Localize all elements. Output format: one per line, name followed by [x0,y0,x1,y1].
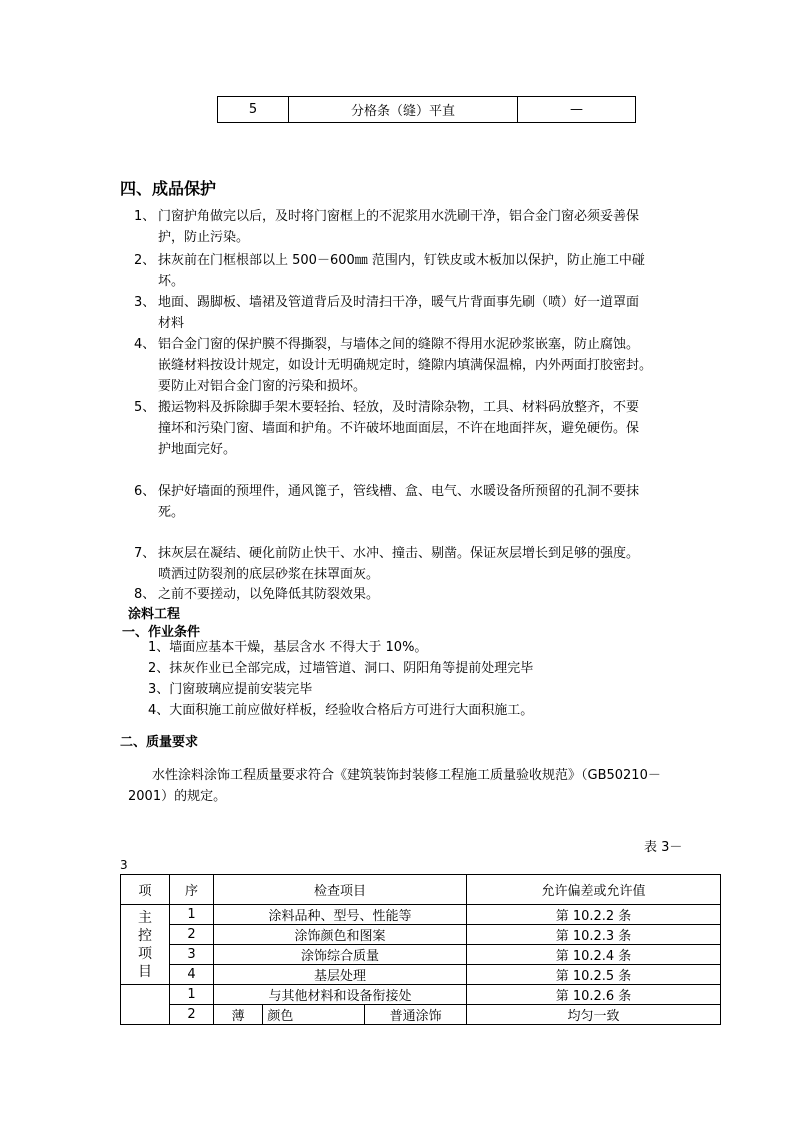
top-table-item: 分格条（缝）平直 [289,97,518,123]
protection-item-line: 材料 [158,316,185,331]
quality-table [120,874,721,1025]
main-control-group [121,905,170,985]
row-no: 2 [170,925,214,945]
header-cell: 检查项目 [214,875,467,905]
row-value: 第 10.2.3 条 [467,925,721,945]
condition-item: 1、墙面应基本干燥，基层含水 不得大于 10%。 [148,640,428,655]
protection-item-line: 护地面完好。 [158,442,237,457]
row-no: 2 [170,1005,214,1025]
protection-item-number: 1、 [134,209,156,224]
row-value: 第 10.2.4 条 [467,945,721,965]
protection-item-line: 喷洒过防裂剂的底层砂浆在抹罩面灰。 [158,567,380,582]
row-item: 涂饰综合质量 [214,945,467,965]
condition-item: 4、大面积施工前应做好样板，经验收合格后方可进行大面积施工。 [148,703,534,718]
protection-item-line: 死。 [158,505,185,520]
header-cell: 序 [170,875,214,905]
top-table-no: 5 [218,97,289,123]
section-4-title: 四、成品保护 [120,179,217,198]
protection-item-number: 4、 [134,337,156,352]
table-caption-number: 3 [120,858,128,872]
main-control-char: 目 [138,963,152,980]
row-sub-grade: 普通涂饰 [365,1005,467,1025]
table-caption: 表 3－ [644,840,683,855]
quality-para-line: 水性涂料涂饰工程质量要求符合《建筑装饰封装修工程施工质量验收规范》（GB50210－ [152,768,661,783]
row-no: 4 [170,965,214,985]
protection-item-line: 保护好墙面的预埋件，通风篦子，管线槽、盒、电气、水暖设备所预留的孔洞不要抹 [158,484,640,499]
row-item: 与其他材料和设备衔接处 [214,985,467,1005]
row-sub-type: 薄 [214,1005,263,1025]
protection-item-line: 铝合金门窗的保护膜不得撕裂，与墙体之间的缝隙不得用水泥砂浆嵌塞，防止腐蚀。 [158,337,640,352]
protection-item-number: 8、 [134,587,156,602]
condition-item: 3、门窗玻璃应提前安装完毕 [148,682,313,697]
row-item: 涂饰颜色和图案 [214,925,467,945]
header-cell: 项 [121,875,170,905]
row-value: 第 10.2.6 条 [467,985,721,1005]
row-value: 第 10.2.2 条 [467,905,721,925]
row-sub-item: 颜色 [263,1005,365,1025]
header-cell: 允许偏差或允许值 [467,875,721,905]
protection-item-number: 3、 [134,295,156,310]
protection-item-number: 6、 [134,484,156,499]
row-item: 涂料品种、型号、性能等 [214,905,467,925]
top-table [217,96,636,123]
protection-item-line: 门窗护角做完以后，及时将门窗框上的不泥浆用水洗刷干净，铝合金门窗必须妥善保 [158,209,640,224]
row-no: 1 [170,985,214,1005]
coating-title: 涂料工程 [128,607,181,622]
quality-para-line: 2001）的规定。 [128,789,227,804]
condition-item: 2、抹灰作业已全部完成，过墙管道、洞口、阴阳角等提前处理完毕 [148,661,534,676]
protection-item-line: 撞坏和污染门窗、墙面和护角。不许破坏地面面层，不许在地面拌灰，避免硬伤。保 [158,421,640,436]
protection-item-line: 之前不要搓动，以免降低其防裂效果。 [158,587,380,602]
row-value: 第 10.2.5 条 [467,965,721,985]
protection-item-number: 5、 [134,400,156,415]
row-value: 均匀一致 [467,1005,721,1025]
conditions-title: 一、作业条件 [122,625,201,640]
top-table-value: — [518,97,636,123]
main-control-char: 主 [138,909,152,926]
main-control-char: 项 [138,945,152,962]
protection-item-line: 地面、踢脚板、墙裙及管道背后及时清扫干净，暖气片背面事先刷（喷）好一道罩面 [158,295,640,310]
protection-item-number: 2、 [134,253,156,268]
row-no: 1 [170,905,214,925]
protection-item-line: 要防止对铝合金门窗的污染和损坏。 [158,379,367,394]
row-no: 3 [170,945,214,965]
protection-item-line: 嵌缝材料按设计规定，如设计无明确规定时，缝隙内填满保温棉，内外两面打胶密封。 [158,358,653,373]
row-item: 基层处理 [214,965,467,985]
protection-item-line: 搬运物料及拆除脚手架木要轻抬、轻放，及时清除杂物，工具、材料码放整齐，不要 [158,400,640,415]
quality-title: 二、质量要求 [120,735,199,750]
protection-item-line: 坏。 [158,274,185,289]
general-group [121,985,170,1025]
protection-item-line: 抹灰前在门框根部以上 500－600㎜ 范围内，钉铁皮或木板加以保护，防止施工中碰 [158,253,645,268]
protection-item-number: 7、 [134,546,156,561]
protection-item-line: 护，防止污染。 [158,230,250,245]
main-control-char: 控 [138,927,152,944]
protection-item-line: 抹灰层在凝结、硬化前防止快干、水冲、撞击、剔凿。保证灰层增长到足够的强度。 [158,546,640,561]
